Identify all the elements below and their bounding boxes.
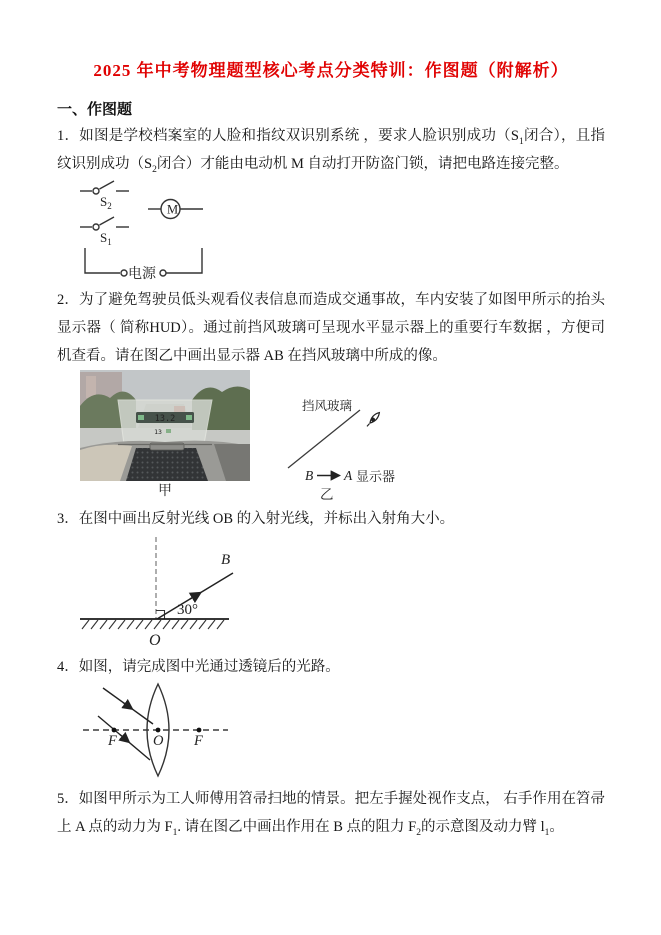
mirror-hatching xyxy=(82,620,224,629)
lens-figure xyxy=(81,681,233,783)
hud-photo-block xyxy=(80,370,250,501)
reflected-ray-arrow xyxy=(190,594,198,599)
hud-left-indicator xyxy=(138,415,144,420)
windshield-label: 挡风玻璃 xyxy=(302,399,353,413)
hud-unit-pad xyxy=(126,448,208,481)
windshield-line xyxy=(288,410,360,468)
optical-center-label: O xyxy=(153,733,164,749)
hud-speed-value: 13.2 xyxy=(154,414,176,424)
motor-label: M xyxy=(167,202,179,217)
diagram-caption: 乙 xyxy=(320,487,334,502)
switch-s1-label: $S_1$ xyxy=(100,230,112,247)
circuit-figure xyxy=(78,178,230,284)
question-3-text: 3．在图中画出反射光线 OB 的入射光线，并标出入射角大小。 xyxy=(57,511,455,527)
hud-photo xyxy=(80,370,250,481)
section-heading: 一、作图题 xyxy=(57,102,133,118)
switch-s2-symbol xyxy=(80,181,129,194)
page-title: 2025 年中考物理题型核心考点分类特训：作图题（附解析） xyxy=(93,61,569,80)
origin-label: O xyxy=(149,632,161,649)
hud-small-indicator xyxy=(166,429,171,433)
reflection-figure xyxy=(78,533,246,651)
question-2-figures xyxy=(80,370,605,503)
point-a-label: A xyxy=(344,468,353,483)
hud-optical-diagram xyxy=(280,393,472,503)
eye-icon xyxy=(365,411,381,428)
incident-ray-1-arrow xyxy=(123,702,130,707)
question-1-text: 1．如图是学校档案室的人脸和指纹双识别系统 ，要求人脸识别成功（$S_1$闭合），且指纹识别成功（$S_2$闭合）才能由电动机 M 自动打开防盗门锁，请把电路连接完整。 xyxy=(57,128,606,175)
photo-caption: 甲 xyxy=(158,484,172,499)
point-b-label: B xyxy=(305,468,314,483)
focus-right-dot xyxy=(197,728,202,733)
question-5-text: 5．如图甲所示为工人师傅用笤帚扫地的情景。把左手握处视作支点， 右手作用在笤帚上 A 点的动力为 $F_1$. 请在图乙中画出作用在 B 点的阻力 $F_2$的示意图及动力臂 $l_1$。 xyxy=(57,791,605,838)
focus-left-label: F xyxy=(108,733,117,749)
switch-s1-symbol xyxy=(80,217,129,230)
switch-s2-label: $S_2$ xyxy=(100,194,112,211)
optical-center-dot xyxy=(156,728,161,733)
question-2-text: 2．为了避免驾驶员低头观看仪表信息而造成交通事故，车内安装了如图甲所示的抬头显示器（ 简称HUD）。通过前挡风玻璃可呈现水平显示器上的重要行车数据 ，方便司机查看。请在图乙中画出显示器 AB 在挡风玻璃中所成的像。 xyxy=(57,292,605,364)
angle-label: 30° xyxy=(177,602,198,618)
building-facade xyxy=(86,376,96,398)
power-label: 电源 xyxy=(128,267,156,282)
incident-ray-2-arrow xyxy=(120,735,127,741)
hud-right-indicator xyxy=(186,415,192,420)
display-label: 显示器 xyxy=(356,469,396,484)
focus-left-dot xyxy=(112,728,117,733)
hud-secondary-value: 13 xyxy=(154,428,162,436)
question-4-text: 4．如图，请完成图中光通过透镜后的光路。 xyxy=(57,659,340,675)
ray-end-label: B xyxy=(221,552,231,568)
focus-right-label: F xyxy=(194,733,203,749)
